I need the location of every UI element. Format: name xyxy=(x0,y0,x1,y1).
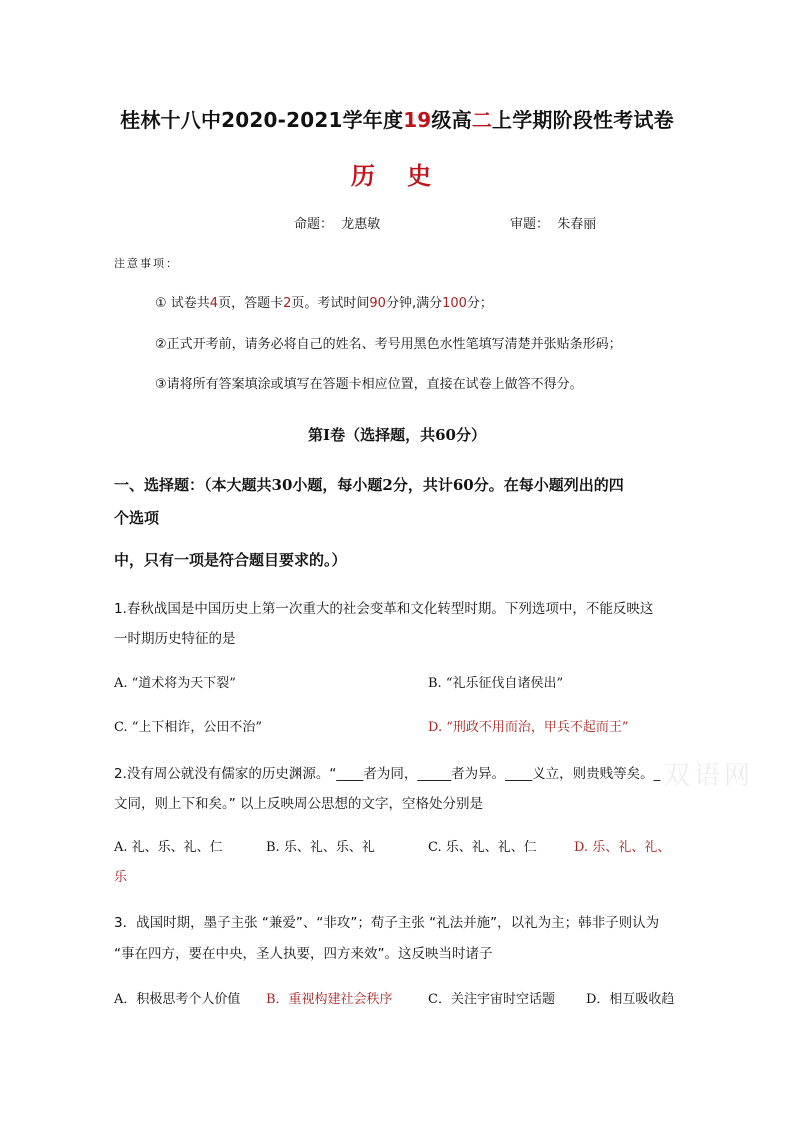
question-3-stem-line-2: “事在四方，要在中央，圣人执要，四方来效”。这反映当时诸子 xyxy=(114,946,493,962)
part-one-line-3: 中，只有一项是符合题目要求的。） xyxy=(114,551,347,569)
question-3-stem-line-1: 3．战国时期，墨子主张 “兼爱”、“非攻”；荀子主张 “礼法并施”，以礼为主；韩非子则认为 xyxy=(114,915,660,931)
question-1-stem-line-1: 1.春秋战国是中国历史上第一次重大的社会变革和文化转型时期。下列选项中，不能反映这 xyxy=(114,601,654,617)
question-2-option-a: A. 礼、乐、礼、仁 xyxy=(114,840,223,855)
question-2-option-d: D. 乐、礼、礼、 xyxy=(574,840,671,855)
question-1-option-d: D. “刑政不用而治，甲兵不起而王” xyxy=(428,720,629,735)
notice-heading: 注意事项： xyxy=(114,257,179,270)
watermark: 双语网 xyxy=(663,761,754,791)
question-1-stem-line-2: 一时期历史特征的是 xyxy=(114,631,236,647)
question-2-stem-line-2: 文同，则上下和矣。” 以上反映周公思想的文字，空格处分别是 xyxy=(114,796,484,812)
question-3-option-d: D．相互吸收趋 xyxy=(586,992,675,1007)
exam-title: 桂林十八中2020-2021学年度19级高二上学期阶段性考试卷 xyxy=(120,108,674,132)
question-3-option-c: C．关注宇宙时空话题 xyxy=(428,992,555,1007)
question-3-option-a: A．积极思考个人价值 xyxy=(114,992,241,1007)
section-title: 第Ⅰ卷（选择题，共60分） xyxy=(308,426,486,444)
question-1-option-c: C. “上下相诈，公田不治” xyxy=(114,720,263,735)
question-2-stem-line-1: 2.没有周公就没有儒家的历史渊源。“____者为同，_____者为异。____义立，则贵贱等矣。_ xyxy=(114,766,661,782)
author-line: 命题： 龙惠敏 xyxy=(294,217,381,232)
question-1-option-a: A. “道术将为天下裂” xyxy=(114,676,236,691)
notice-item-3: ③请将所有答案填涂或填写在答题卡相应位置，直接在试卷上做答不得分。 xyxy=(155,377,583,392)
part-one-line-2: 个选项 xyxy=(114,509,160,527)
question-2-option-b: B. 乐、礼、乐、礼 xyxy=(266,840,375,855)
question-3-option-b: B．重视构建社会秩序 xyxy=(266,992,393,1007)
part-one-line-1: 一、选择题：（本大题共30小题，每小题2分，共计60分。在每小题列出的四 xyxy=(114,476,624,494)
question-2-option-d-cont: 乐 xyxy=(114,870,128,885)
question-2-option-c: C. 乐、礼、礼、仁 xyxy=(428,840,537,855)
subject-title: 历 史 xyxy=(350,162,444,190)
reviewer-line: 审题： 朱春丽 xyxy=(510,217,597,232)
notice-item-2: ②正式开考前，请务必将自己的姓名、考号用黑色水性笔填写清楚并张贴条形码； xyxy=(155,337,622,352)
question-1-option-b: B. “礼乐征伐自诸侯出” xyxy=(428,676,564,691)
notice-item-1: ① 试卷共4页，答题卡2页。考试时间90分钟,满分100分； xyxy=(155,296,493,311)
